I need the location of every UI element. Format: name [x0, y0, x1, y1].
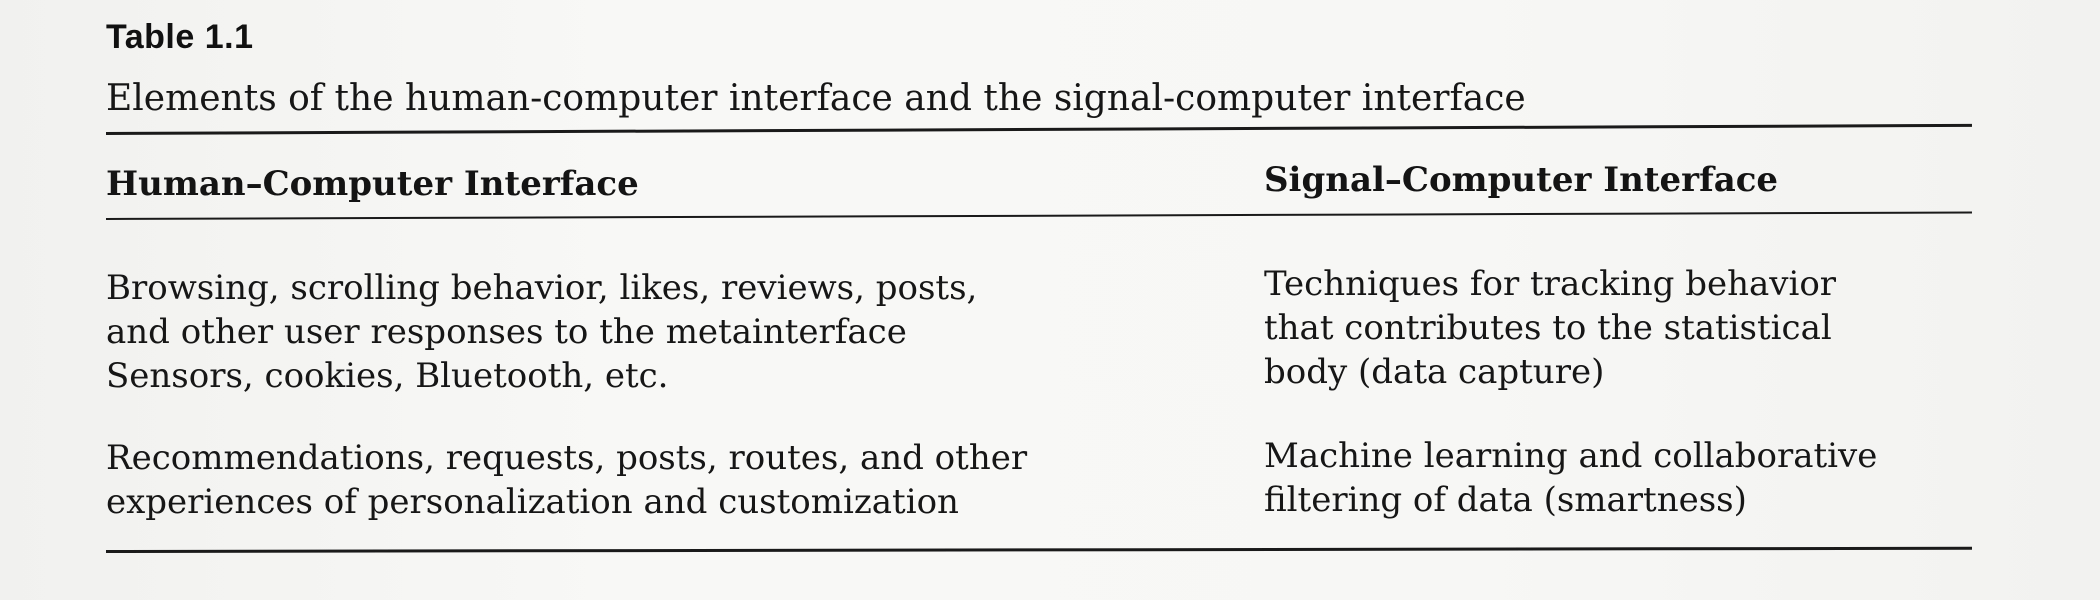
column-header-signal-computer: Signal–Computer Interface — [1264, 160, 1779, 200]
table-label: Table 1.1 — [106, 18, 254, 56]
bottom-rule — [106, 547, 1972, 553]
cell-line: that contributes to the statistical — [1264, 308, 1832, 348]
header-rule — [106, 211, 1972, 220]
cell-line: Sensors, cookies, Bluetooth, etc. — [106, 356, 669, 396]
row-2-signal-computer-cell — [1264, 434, 1877, 522]
cell-line: Recommendations, requests, posts, routes, and other — [106, 438, 1028, 478]
row-1-signal-computer-cell — [1264, 262, 1836, 394]
cell-line: experiences of personalization and customization — [106, 482, 959, 522]
cell-line: Machine learning and collaborative — [1264, 436, 1878, 476]
cell-line: Browsing, scrolling behavior, likes, reviews, posts, — [106, 268, 978, 308]
top-rule — [106, 124, 1972, 135]
row-2-human-computer-cell — [106, 436, 1027, 524]
cell-line: filtering of data (smartness) — [1264, 480, 1747, 520]
cell-line: and other user responses to the metainterface — [106, 312, 907, 352]
table-caption: Elements of the human-computer interface and the signal-computer interface — [106, 78, 1526, 119]
cell-line: body (data capture) — [1264, 352, 1605, 392]
cell-line: Techniques for tracking behavior — [1264, 264, 1837, 304]
column-header-human-computer: Human–Computer Interface — [106, 164, 639, 204]
row-1-human-computer-cell — [106, 266, 977, 398]
